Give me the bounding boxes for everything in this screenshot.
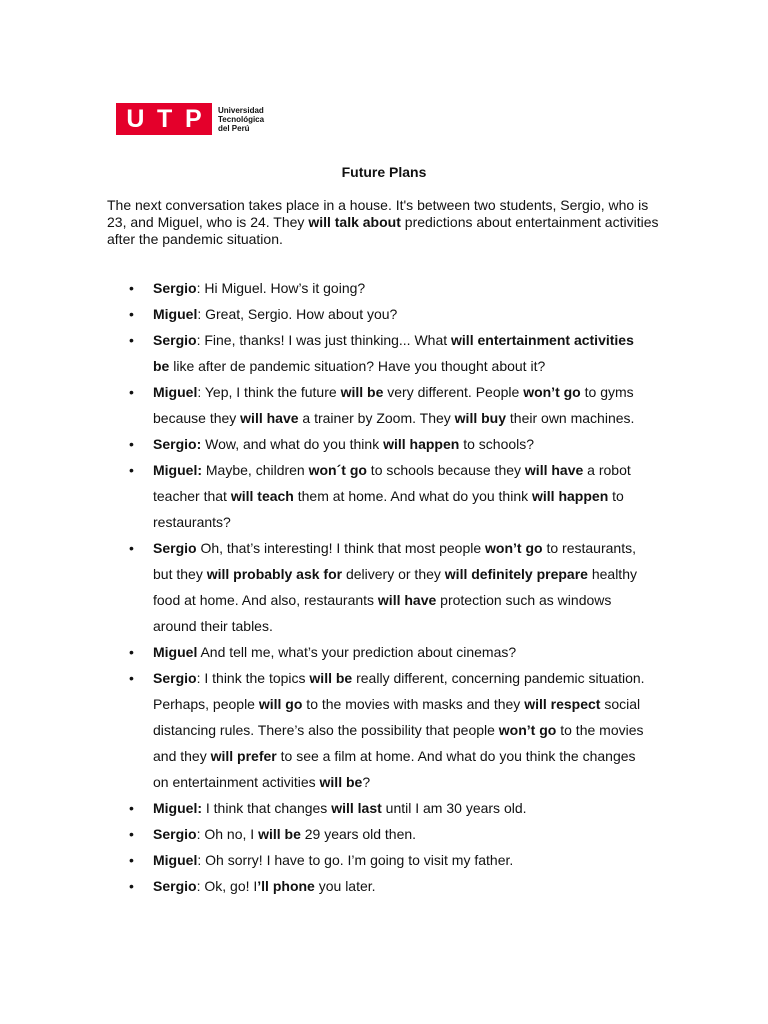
bold-text: will go [258, 696, 303, 712]
utp-logo [116, 103, 264, 135]
dialogue-line [107, 821, 652, 847]
bold-text: Sergio [153, 332, 197, 348]
text-run: : Hi Miguel. How’s it going? [196, 280, 366, 296]
bold-text: will respect [524, 696, 601, 712]
bold-text: won’t go [523, 384, 581, 400]
text-run: their own machines. [506, 410, 635, 426]
bullet-icon: • [129, 852, 134, 868]
bullet-icon: • [129, 878, 134, 894]
dialogue-line [107, 535, 652, 639]
bold-text: won´t go [308, 462, 367, 478]
bullet-icon: • [129, 800, 134, 816]
bold-text: will happen [532, 488, 609, 504]
dialogue-line [107, 379, 652, 431]
bullet-icon: • [129, 826, 134, 842]
text-run: until I am 30 years old. [381, 800, 527, 816]
bullet-icon: • [129, 306, 134, 322]
bold-text: Sergio [153, 878, 197, 894]
logo-letter: U [126, 105, 145, 133]
bold-text: will buy [454, 410, 507, 426]
bullet-icon: • [129, 462, 134, 478]
text-run: delivery or they [342, 566, 445, 582]
bold-text: will have [377, 592, 437, 608]
dialogue-line [107, 327, 652, 379]
text-run: Wow, and what do you think [201, 436, 384, 452]
dialogue-line [107, 457, 652, 535]
bold-text: will talk about [308, 214, 401, 230]
dialogue-line [107, 301, 652, 327]
dialogue-line [107, 847, 652, 873]
bold-text: will be [319, 774, 363, 790]
dialogue-line [107, 639, 652, 665]
bold-text: Miguel: [153, 462, 202, 478]
bold-text: will happen [383, 436, 460, 452]
text-run: : Oh sorry! I have to go. I’m going to visit my father. [197, 852, 514, 868]
text-run: very different. People [383, 384, 524, 400]
text-run: : Oh no, I [196, 826, 259, 842]
text-run: to the movies and they [153, 722, 644, 764]
bullet-icon: • [129, 384, 134, 400]
text-run: to schools? [459, 436, 535, 452]
bold-text: won’t go [485, 540, 543, 556]
text-run: ? [362, 774, 371, 790]
logo-line: del Perú [218, 123, 250, 133]
text-run: : Fine, thanks! I was just thinking... What [196, 332, 452, 348]
logo-letter: P [184, 105, 202, 133]
bold-text: Sergio [153, 280, 197, 296]
bold-text: Miguel [153, 852, 198, 868]
bullet-icon: • [129, 540, 134, 556]
bold-text: will entertainment activities be [153, 332, 634, 374]
bold-text: will last [331, 800, 382, 816]
text-run: to gyms because they [153, 384, 634, 426]
text-run: : Ok, go! I [196, 878, 258, 894]
bold-text: Sergio: [153, 436, 202, 452]
bullet-icon: • [129, 436, 134, 452]
logo-wordmark [218, 106, 264, 133]
intro-paragraph [107, 197, 667, 248]
bold-text: will definitely prepare [444, 566, 588, 582]
text-run: : I think the topics [196, 670, 310, 686]
bold-text: will be [258, 826, 301, 842]
text-run: protection such as windows around their tables. [153, 592, 612, 634]
bold-text: will probably ask for [206, 566, 343, 582]
bold-text: will prefer [210, 748, 277, 764]
bold-text: will be [340, 384, 384, 400]
text-run: like after de pandemic situation? Have you thought about it? [169, 358, 546, 374]
bold-text: Sergio [153, 540, 197, 556]
text-run: : Great, Sergio. How about you? [197, 306, 398, 322]
text-run: really different, concerning pandemic situation. Perhaps, people [153, 670, 645, 712]
bold-text: will have [524, 462, 584, 478]
text-run: to restaurants, but they [153, 540, 636, 582]
bold-text: Miguel [153, 644, 198, 660]
bold-text: will be [309, 670, 353, 686]
text-run: I think that changes [202, 800, 332, 816]
dialogue-line [107, 873, 652, 899]
text-run: you later. [314, 878, 376, 894]
dialogue-line [107, 431, 652, 457]
text-run: The next conversation takes place in a house. It's between two students, Sergio, who is 23, and Miguel, who is 24. They [107, 197, 649, 230]
bullet-icon: • [129, 644, 134, 660]
bullet-icon: • [129, 670, 134, 686]
text-run: 29 years old then. [300, 826, 417, 842]
text-run: Maybe, children [202, 462, 309, 478]
text-run: healthy food at home. And also, restaurants [153, 566, 637, 608]
bold-text: Miguel [153, 306, 198, 322]
text-run: to restaurants? [153, 488, 624, 530]
logo-line: Universidad [218, 105, 264, 115]
dialogue-line [107, 275, 652, 301]
bold-text: will teach [230, 488, 294, 504]
dialogue-line [107, 795, 652, 821]
bold-text: Miguel: [153, 800, 202, 816]
dialogue-list [107, 275, 652, 899]
text-run: to schools because they [366, 462, 525, 478]
text-run: : Yep, I think the future [197, 384, 341, 400]
text-run: them at home. And what do you think [293, 488, 533, 504]
dialogue-line [107, 665, 652, 795]
bold-text: won’t go [498, 722, 557, 738]
bullet-icon: • [129, 332, 134, 348]
text-run: social distancing rules. There’s also the possibility that people [153, 696, 641, 738]
bold-text: will have [240, 410, 299, 426]
logo-letter: T [157, 105, 173, 133]
logo-mark [116, 103, 212, 135]
text-run: to see a film at home. And what do you think the changes on entertainment activities [153, 748, 636, 790]
bullet-icon: • [129, 280, 134, 296]
bold-text: Sergio [153, 826, 197, 842]
text-run: a robot teacher that [153, 462, 631, 504]
text-run: Oh, that’s interesting! I think that most people [196, 540, 486, 556]
text-run: And tell me, what’s your prediction about cinemas? [197, 644, 517, 660]
text-run: to the movies with masks and they [302, 696, 525, 712]
bold-text: ’ll phone [257, 878, 315, 894]
page-title: Future Plans [341, 164, 427, 180]
text-run: predictions about entertainment activities after the pandemic situation. [107, 214, 659, 247]
text-run: a trainer by Zoom. They [298, 410, 455, 426]
logo-line: Tecnológica [218, 114, 265, 124]
bold-text: Miguel [153, 384, 198, 400]
bold-text: Sergio [153, 670, 197, 686]
